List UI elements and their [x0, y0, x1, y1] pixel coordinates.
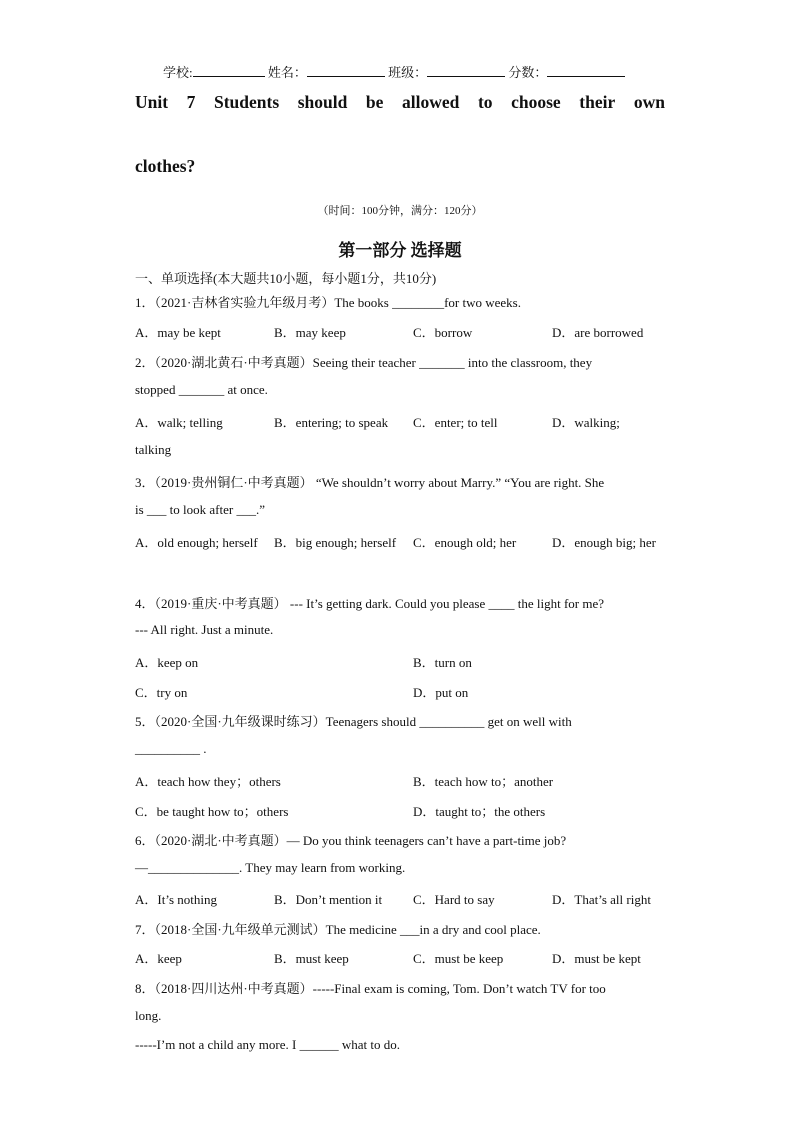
option-c: C．must be keep	[413, 951, 504, 966]
title-word: their	[579, 92, 616, 112]
section-instruction: 一、单项选择(本大题共10小题，每小题1分，共10分)	[135, 271, 437, 286]
question-stem: is ___ to look after ___.”	[135, 502, 265, 517]
question-stem: 5．（2020·全国·九年级课时练习）Teenagers should __________ get on well with	[135, 714, 572, 729]
option-c: C．Hard to say	[413, 892, 495, 907]
question-stem: 6．（2020·湖北·中考真题）— Do you think teenagers can’t have a part-time job?	[135, 833, 567, 848]
question-stem: long.	[135, 1008, 162, 1023]
option-b: B．teach how to；another	[413, 774, 554, 789]
option-b: B．entering; to speak	[274, 415, 389, 430]
option-c: C．be taught how to；others	[135, 804, 289, 819]
school-blank	[193, 63, 265, 77]
option-b: B．Don’t mention it	[274, 892, 383, 907]
title-word: Unit	[135, 92, 169, 112]
option-a: A．keep	[135, 951, 182, 966]
option-b: B．turn on	[413, 655, 472, 670]
option-d-continued: talking	[135, 442, 172, 457]
option-a: A．walk; telling	[135, 415, 223, 430]
question-stem: —______________. They may learn from working.	[135, 860, 406, 875]
title-word: to	[477, 92, 493, 112]
class-label: 班级：	[388, 65, 428, 80]
exam-header	[163, 62, 625, 81]
question-stem: 3．（2019·贵州铜仁·中考真题） “We shouldn’t worry about Marry.” “You are right. She	[135, 475, 605, 490]
school-label: 学校:	[163, 65, 193, 80]
title-word: 7	[186, 92, 196, 112]
score-label: 分数：	[508, 65, 548, 80]
option-b: B．big enough; herself	[274, 535, 397, 550]
exam-time-info: （时间：100分钟，满分：120分）	[317, 205, 483, 217]
option-a: A．keep on	[135, 655, 199, 670]
option-b: B．must keep	[274, 951, 349, 966]
name-blank	[307, 63, 385, 77]
question-stem: 7．（2018·全国·九年级单元测试）The medicine ___in a dry and cool place.	[135, 922, 541, 937]
question-stem: 8．（2018·四川达州·中考真题）-----Final exam is coming, Tom. Don’t watch TV for too	[135, 981, 606, 996]
option-b: B．may keep	[274, 325, 346, 340]
question-stem: 1．（2021·吉林省实验九年级月考）The books ________for two weeks.	[135, 295, 521, 310]
score-blank	[547, 63, 625, 77]
option-d: D．must be kept	[552, 951, 641, 966]
question-stem: 2．（2020·湖北黄石·中考真题）Seeing their teacher _______ into the classroom, they	[135, 355, 593, 370]
option-a: A．old enough; herself	[135, 535, 258, 550]
title-word: choose	[511, 92, 561, 112]
option-d: D．taught to；the others	[413, 804, 546, 819]
option-a: A．may be kept	[135, 325, 221, 340]
question-stem: stopped _______ at once.	[135, 382, 268, 397]
option-d: D．enough big; her	[552, 535, 656, 550]
section-title: 第一部分 选择题	[338, 241, 462, 260]
title-line-2: clothes?	[135, 156, 196, 176]
option-c: C．enough old; her	[413, 535, 517, 550]
title-word: own	[633, 92, 665, 112]
option-d: D．That’s all right	[552, 892, 651, 907]
title-word: allowed	[402, 92, 460, 112]
class-blank	[427, 63, 505, 77]
option-c: C．enter; to tell	[413, 415, 498, 430]
title-word: be	[365, 92, 384, 112]
option-a: A．It’s nothing	[135, 892, 217, 907]
option-d: D．put on	[413, 685, 469, 700]
title-word: Students	[213, 92, 280, 112]
name-label: 姓名：	[267, 65, 307, 80]
question-stem: --- All right. Just a minute.	[135, 622, 274, 637]
option-c: C．borrow	[413, 325, 473, 340]
title-word: should	[297, 92, 348, 112]
option-a: A．teach how they；others	[135, 774, 281, 789]
option-c: C．try on	[135, 685, 188, 700]
question-stem: 4．（2019·重庆·中考真题） --- It’s getting dark. Could you please ____ the light for me?	[135, 596, 605, 611]
question-stem: -----I’m not a child any more. I ______ what to do.	[135, 1037, 400, 1052]
option-d: D．are borrowed	[552, 325, 644, 340]
option-d: D．walking;	[552, 415, 620, 430]
question-stem: __________ .	[135, 741, 207, 756]
title-line-1	[135, 92, 665, 113]
